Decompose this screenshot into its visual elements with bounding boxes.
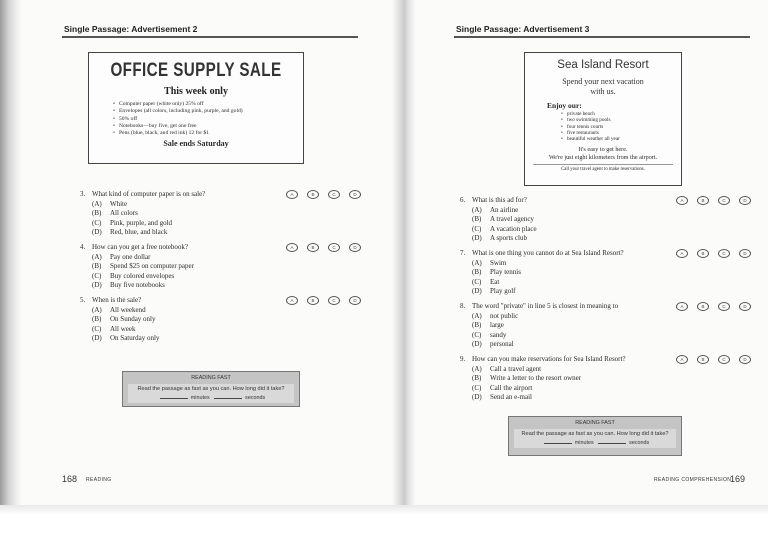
answer-bubble-a[interactable]: A — [676, 249, 688, 258]
answer-bubble-d[interactable]: D — [739, 302, 751, 311]
section-header — [62, 22, 358, 38]
reading-fast-instruction: Read the passage as fast as you can. How long did it take? — [521, 431, 669, 437]
left-page — [0, 0, 402, 512]
office-supply-ad — [88, 52, 304, 164]
answer-bubble-b[interactable]: B — [697, 249, 709, 258]
answer-option: (B) Spend $25 on computer paper — [92, 262, 194, 271]
question-5 — [80, 296, 370, 344]
question-number: 3. — [80, 190, 86, 198]
ad-item: • Computer paper (white only) 25% off — [113, 101, 303, 108]
question-number: 7. — [460, 249, 466, 257]
answer-option: (C) Eat — [472, 277, 500, 286]
book-gutter — [392, 0, 416, 512]
reading-fast-title: READING FAST — [575, 420, 615, 426]
ad-item: • 50% off — [113, 116, 303, 123]
answer-bubble-a[interactable]: A — [676, 196, 688, 205]
question-9 — [460, 355, 760, 403]
footer-label: READING COMPREHENSION — [654, 477, 732, 483]
answer-option: (A) Swim — [472, 258, 507, 267]
ad-item: • beautiful weather all year — [561, 136, 681, 142]
answer-bubble-d[interactable]: D — [349, 190, 361, 199]
question-7 — [460, 249, 760, 297]
reading-fast-box — [122, 371, 300, 407]
answer-bubble-c[interactable]: C — [718, 355, 730, 364]
answer-bubble-d[interactable]: D — [739, 249, 751, 258]
minutes-label: minutes — [190, 395, 210, 401]
reading-fast-box — [508, 416, 682, 456]
answer-option: (A) Call a travel agent — [472, 364, 542, 373]
question-stem: What kind of computer paper is on sale? — [92, 190, 206, 198]
minutes-label: minutes — [574, 440, 594, 446]
answer-bubble-a[interactable]: A — [286, 243, 298, 252]
footer-label: READING — [86, 477, 112, 483]
answer-option: (C) A vacation place — [472, 224, 537, 233]
answer-bubble-c[interactable]: C — [718, 196, 730, 205]
answer-bubbles — [286, 190, 370, 200]
answer-option: (A) All weekend — [92, 305, 146, 314]
answer-option: (C) All week — [92, 324, 136, 333]
answer-bubble-b[interactable]: B — [697, 302, 709, 311]
answer-option: (C) Call the airport — [472, 383, 533, 392]
answer-option: (B) On Sunday only — [92, 315, 156, 324]
answer-option: (A) An airline — [472, 205, 519, 214]
ad-subtitle: This week only — [164, 86, 228, 97]
right-page — [402, 0, 768, 512]
answer-bubbles — [286, 296, 370, 306]
answer-option: (D) Red, blue, and black — [92, 228, 168, 237]
ad-easy-line: It's easy to get here. — [578, 146, 628, 154]
answer-option: (A) White — [92, 199, 128, 208]
reading-fast-instruction: Read the passage as fast as you can. How long did it take? — [137, 386, 285, 392]
answer-bubbles — [676, 249, 760, 259]
answer-option: (B) Write a letter to the resort owner — [472, 374, 582, 383]
question-number: 8. — [460, 302, 466, 310]
answer-option: (A) not public — [472, 311, 519, 320]
ad-item-list — [89, 101, 303, 137]
ad-title: Sea Island Resort — [557, 59, 649, 71]
answer-bubbles — [676, 302, 760, 312]
answer-bubble-a[interactable]: A — [676, 302, 688, 311]
question-3 — [80, 190, 370, 238]
answer-option: (B) large — [472, 321, 504, 330]
answer-option: (D) A sports club — [472, 234, 527, 243]
answer-bubble-a[interactable]: A — [286, 190, 298, 199]
answer-option: (D) Buy five notebooks — [92, 281, 165, 290]
resort-ad — [524, 52, 682, 186]
question-stem: How can you get a free notebook? — [92, 243, 189, 251]
question-number: 9. — [460, 355, 466, 363]
ad-item: • four tennis courts — [561, 124, 681, 130]
answer-bubble-b[interactable]: B — [307, 190, 319, 199]
scan-edge — [0, 0, 22, 512]
ad-item: • Envelopes (all colors, including pink, purple, and gold) — [113, 108, 303, 115]
answer-bubbles — [286, 243, 370, 253]
ad-item: • five restaurants — [561, 130, 681, 136]
question-number: 5. — [80, 296, 86, 304]
ad-item-list — [525, 111, 681, 142]
answer-bubble-d[interactable]: D — [349, 296, 361, 305]
answer-option: (B) Play tennis — [472, 268, 521, 277]
question-8 — [460, 302, 760, 350]
ad-enjoy-heading: Enjoy our: — [547, 101, 582, 110]
answer-option: (D) Play golf — [472, 287, 516, 296]
page-bottom-edge — [0, 505, 768, 515]
answer-bubble-b[interactable]: B — [697, 355, 709, 364]
ad-item: • Notebooks—buy five, get one free — [113, 123, 303, 130]
answer-option: (B) All colors — [92, 209, 138, 218]
question-number: 4. — [80, 243, 86, 251]
ad-footer: Sale ends Saturday — [163, 139, 229, 149]
answer-bubble-d[interactable]: D — [739, 355, 751, 364]
answer-bubble-c[interactable]: C — [328, 190, 340, 199]
page-number: 168 — [62, 474, 78, 484]
answer-option: (D) personal — [472, 340, 514, 349]
question-stem: The word "private" in line 5 is closest in meaning to — [472, 302, 619, 310]
answer-option: (C) Buy colored envelopes — [92, 271, 175, 280]
answer-bubble-a[interactable]: A — [286, 296, 298, 305]
section-title: Single Passage: Advertisement 2 — [64, 24, 198, 34]
answer-bubbles — [676, 196, 760, 206]
seconds-label: seconds — [629, 440, 650, 446]
question-stem: What is one thing you cannot do at Sea Island Resort? — [472, 249, 624, 257]
seconds-blank[interactable] — [214, 398, 242, 399]
answer-bubble-c[interactable]: C — [718, 249, 730, 258]
answer-bubble-d[interactable]: D — [349, 243, 361, 252]
ad-item: • Pens (blue, black, and red ink) 12 for $1 — [113, 130, 303, 137]
answer-option: (D) On Saturday only — [92, 334, 160, 343]
section-title: Single Passage: Advertisement 3 — [456, 24, 590, 34]
ad-item: • private beach — [561, 111, 681, 117]
question-4 — [80, 243, 370, 291]
answer-bubble-d[interactable]: D — [739, 196, 751, 205]
seconds-label: seconds — [245, 395, 266, 401]
answer-bubbles — [676, 355, 760, 365]
seconds-blank[interactable] — [598, 443, 626, 444]
question-stem: What is this ad for? — [472, 196, 527, 204]
section-header — [454, 22, 750, 38]
answer-option: (B) A travel agency — [472, 215, 534, 224]
ad-note: Call your travel agent to make reservations. — [533, 164, 673, 172]
question-stem: When is the sale? — [92, 296, 142, 304]
ad-easy-line: We're just eight kilometers from the airport. — [548, 153, 658, 161]
answer-bubble-b[interactable]: B — [697, 196, 709, 205]
reading-fast-title: READING FAST — [191, 375, 231, 381]
answer-bubble-b[interactable]: B — [307, 243, 319, 252]
minutes-blank[interactable] — [160, 398, 188, 399]
answer-bubble-c[interactable]: C — [328, 296, 340, 305]
ad-item: • two swimming pools — [561, 117, 681, 123]
answer-bubble-b[interactable]: B — [307, 296, 319, 305]
answer-option: (C) Pink, purple, and gold — [92, 218, 173, 227]
ad-title: OFFICE SUPPLY SALE — [110, 60, 282, 81]
page-number: 169 — [730, 474, 746, 484]
ad-subtitle: Spend your next vacation with us. — [562, 77, 644, 96]
answer-option: (C) sandy — [472, 330, 507, 339]
answer-bubble-a[interactable]: A — [676, 355, 688, 364]
question-6 — [460, 196, 760, 244]
answer-option: (D) Send an e-mail — [472, 393, 532, 402]
answer-option: (A) Pay one dollar — [92, 252, 151, 261]
question-number: 6. — [460, 196, 466, 204]
minutes-blank[interactable] — [544, 443, 572, 444]
answer-bubble-c[interactable]: C — [718, 302, 730, 311]
answer-bubble-c[interactable]: C — [328, 243, 340, 252]
question-stem: How can you make reservations for Sea Island Resort? — [472, 355, 626, 363]
